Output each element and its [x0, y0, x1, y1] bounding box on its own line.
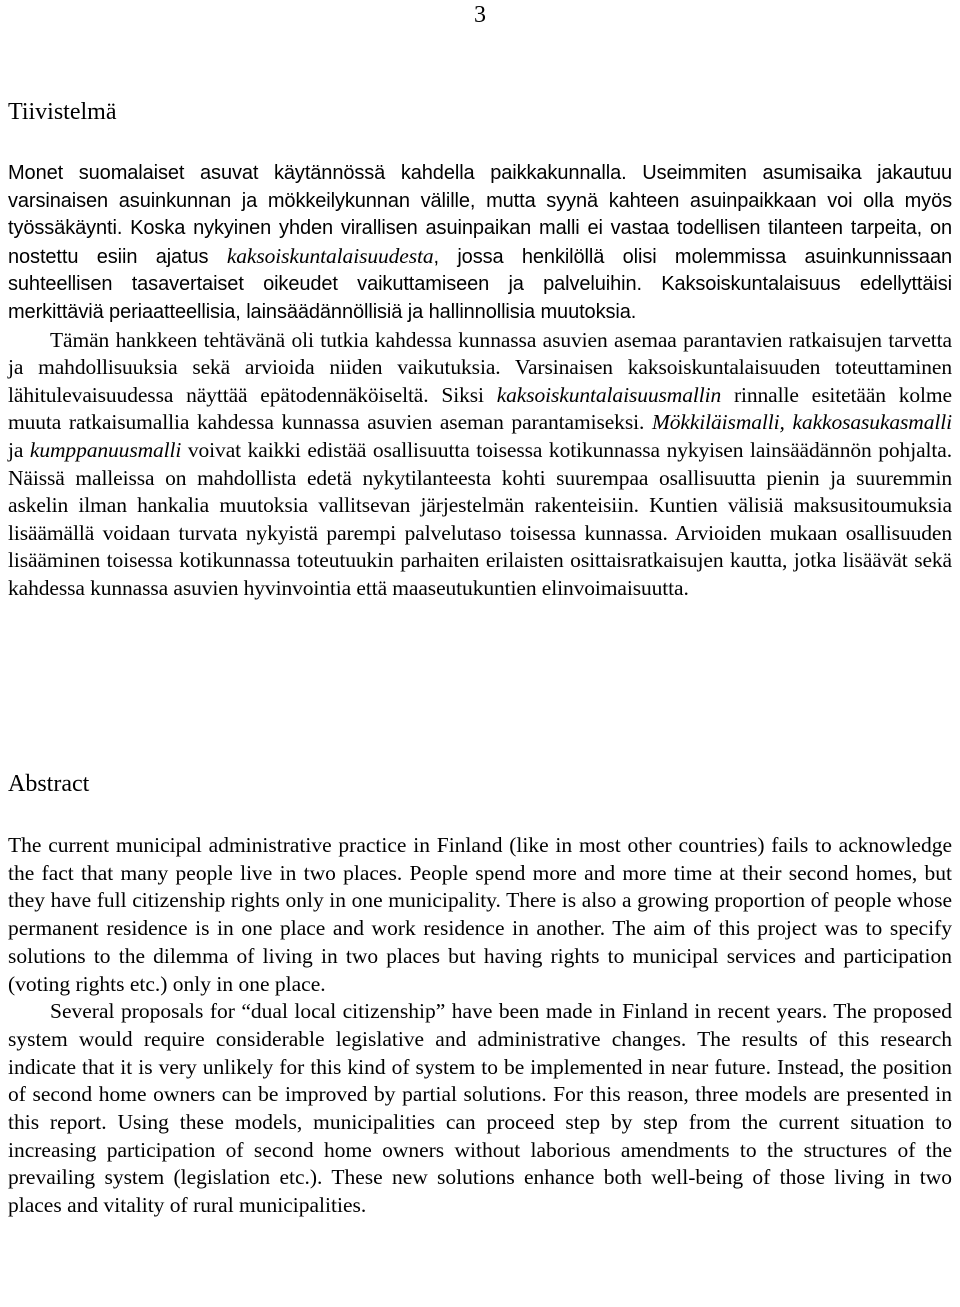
english-paragraph-1: The current municipal administrative practice in Finland (like in most other countries) fails to acknowledge the fact that many people live in two places. People spend more and more time at their second homes, but they have full citizenship rights only in one municipality. There is also a growing proportion of people whose permanent residence is in one place and work residence in another. The aim of this project was to specify solutions to the dilemma of living in two places but having rights to municipal services and participation (voting rights etc.) only in one place. [8, 833, 952, 996]
heading-abstract: Abstract [8, 771, 90, 797]
english-abstract [8, 832, 952, 1220]
text-run: ja [8, 437, 30, 462]
text-run: voivat kaikki edistää osallisuutta toisessa kotikunnassa nykyisen lainsäädännön pohjalta. Näissä malleissa on mahdollista edetä nykytilanteesta kohti suurempaa osallisuutta pienin ja suuremmin askelin ilman hankalia muutoksia vallitsevan järjestelmän rakenteisiin. Kuntien välisiä maksusitoumuksia lisäämällä voidaan turvata nykyistä parempi palvelutaso toisessa kunnassa. Arvioiden mukaan osallisuuden lisääminen toisessa kotikunnassa toteutuukin parhaiten erilaisten osittaisratkaisujen kautta, jotka lisäävät sekä kahdessa kunnassa asuvien hyvinvointia että maaseutukuntien elinvoimaisuutta. [8, 437, 952, 600]
text-run: , jossa henkilöllä olisi molemmissa asuinkunnissaan suhteellisen tasavertaiset oikeudet vaikuttamiseen ja palveluihin. Kaksoiskuntalaisuus edellyttäisi merkittäviä periaatteellisia, lainsäädännöllisiä ja hallinnollisia muutoksia. [8, 245, 952, 323]
emphasis: kaksoiskuntalaisuusmallin [496, 382, 722, 407]
text-run: Tämän hankkeen tehtävänä oli tutkia kahdessa kunnassa asuvien asemaa parantavien ratkaisujen tarvetta ja mahdollisuuksia sekä arvioida niiden vaikutuksia. Varsinaisen kaksoiskuntalaisuuden toteuttaminen lähitulevaisuudessa näyttää epätodennäköiseltä. Siksi [8, 327, 952, 407]
emphasis: kumppanuusmalli [29, 437, 182, 462]
page-number: 3 [474, 2, 486, 28]
heading-tiivistelma: Tiivistelmä [8, 99, 117, 125]
finnish-paragraph-1 [8, 160, 952, 327]
finnish-paragraph-2 [8, 327, 952, 603]
text-run: Monet suomalaiset asuvat käytännössä kahdella paikkakunnalla. Useimmiten asumisaika jakautuu varsinaisen asuinkunnan ja mökkeilykunnan välille, mutta syynä kahteen asuinpaikkaan voi olla myös työssäkäynti. Koska nykyinen yhden virallisen asuinpaikan malli ei vastaa todellisen tilanteen tarpeita, on nostettu esiin ajatus [8, 162, 952, 268]
finnish-summary [8, 160, 952, 603]
emphasis: kaksoiskuntalaisuudesta [226, 243, 434, 268]
english-paragraph-2: Several proposals for “dual local citizenship” have been made in Finland in recent years. The proposed system would require considerable legislative and administrative changes. The results of this research indicate that it is very unlikely for this kind of system to be implemented in near future. Instead, the position of second home owners can be improved by partial solutions. For this reason, three models are presented in this report. Using these models, municipalities can proceed step by step from the current situation to increasing participation of second home owners without laborious amendments to the structures of the prevailing system (legislation etc.). These new solutions enhance both well-being of those living in two places and vitality of rural municipalities. [8, 999, 952, 1218]
text-run: rinnalle esitetään kolme muuta ratkaisumallia kahdessa kunnassa asuvien aseman parantamiseksi. [8, 382, 952, 435]
emphasis: Mökkiläismalli, kakkosasukasmalli [651, 410, 952, 435]
